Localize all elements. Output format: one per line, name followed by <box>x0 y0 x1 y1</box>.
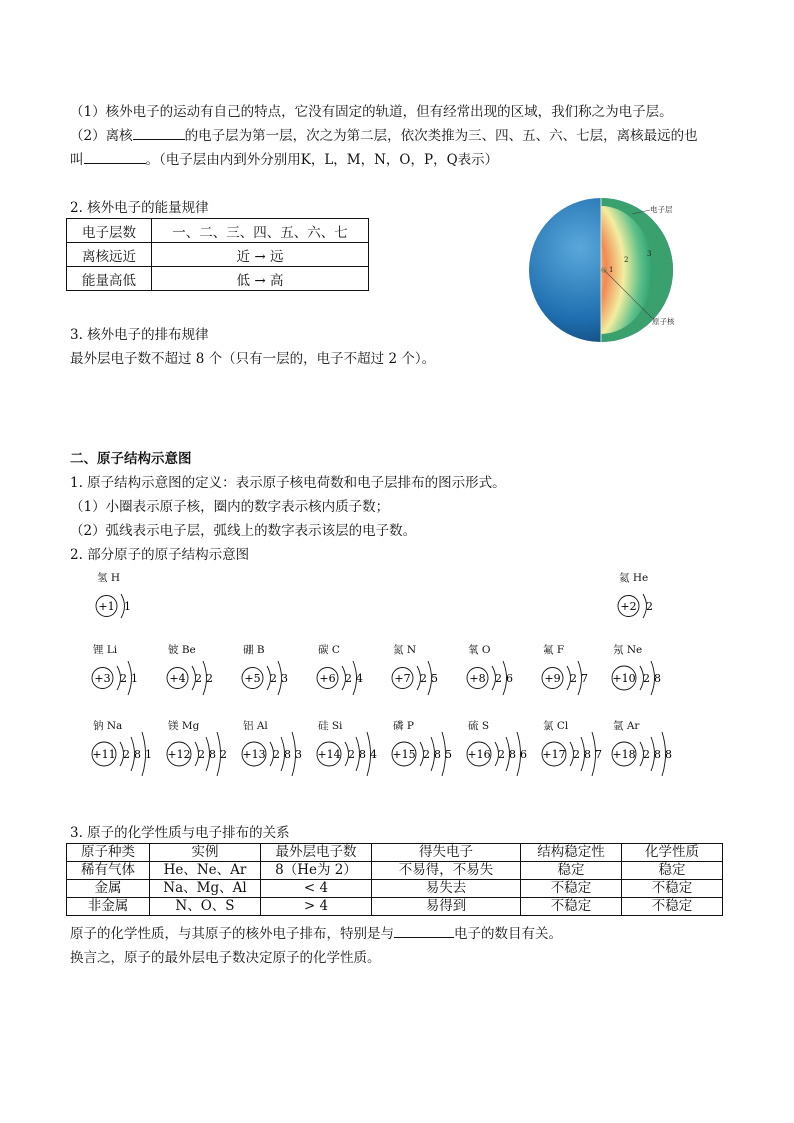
shell-electron-count: 2 <box>220 748 227 761</box>
table-row <box>67 862 723 880</box>
atom-label: 硼 B <box>243 644 265 656</box>
atom-label: 氮 N <box>393 644 417 656</box>
table-cell: He、Ne、Ar <box>150 862 261 880</box>
table-cell: > 4 <box>261 898 372 916</box>
shell-electron-count: 4 <box>370 748 377 761</box>
chem-relation-text <box>70 922 562 942</box>
section-heading-diagram: 二、原子结构示意图 <box>70 451 192 467</box>
label-nucleus: 原子核 <box>652 317 675 326</box>
shell-electron-count: 2 <box>643 672 650 685</box>
shell-electron-count: 5 <box>445 748 452 761</box>
shell-electron-count: 2 <box>345 672 352 685</box>
table-header: 结构稳定性 <box>521 844 622 862</box>
nucleus-charge: +6 <box>319 672 336 685</box>
table-header-row <box>67 844 723 862</box>
shell-electron-count: 4 <box>356 672 363 685</box>
shell-electron-count: 3 <box>295 748 302 761</box>
diagram-subheading: 2. 部分原子的原子结构示意图 <box>70 547 250 563</box>
nucleus-charge: +9 <box>544 672 561 685</box>
atom-label: 磷 P <box>393 720 414 732</box>
nucleus-charge: +4 <box>169 672 186 685</box>
table-cell: 8（He为 2） <box>261 862 372 880</box>
shell-electron-count: 2 <box>206 672 213 685</box>
shell-electron-count: 8 <box>359 748 366 761</box>
atom-structure-diagram <box>90 654 174 714</box>
table-row <box>67 898 723 916</box>
atom-label: 铝 Al <box>243 720 268 732</box>
energy-table <box>66 218 369 291</box>
nucleus-charge: +1 <box>98 600 115 613</box>
atom-structure-diagram <box>616 582 700 642</box>
nucleus-charge: +17 <box>542 748 566 761</box>
table-cell: 低 → 高 <box>152 267 369 291</box>
nucleus-charge: +11 <box>92 748 116 761</box>
table-cell: 稳定 <box>622 862 723 880</box>
atom-structure-diagram <box>465 654 549 714</box>
nucleus-charge: +10 <box>612 672 636 685</box>
shell-electron-count: 2 <box>495 672 502 685</box>
nucleus-charge: +8 <box>469 672 486 685</box>
table-cell: 不易得，不易失 <box>372 862 521 880</box>
atom-shell-illustration <box>524 196 684 342</box>
shell-electron-count: 8 <box>134 748 141 761</box>
table-cell: 非金属 <box>67 898 150 916</box>
atom-label: 硅 Si <box>318 720 343 732</box>
shell-electron-count: 2 <box>273 748 280 761</box>
label-electron-shell: 电子层 <box>650 205 673 214</box>
atom-label: 氢 H <box>97 572 120 584</box>
atom-label: 氖 Ne <box>613 644 643 656</box>
nucleus-charge: +15 <box>392 748 416 761</box>
table-cell: < 4 <box>261 880 372 898</box>
shell-electron-count: 2 <box>498 748 505 761</box>
shell-electron-count: 2 <box>643 748 650 761</box>
shell-electron-count: 2 <box>420 672 427 685</box>
table-cell: 稀有气体 <box>67 862 150 880</box>
table-header: 得失电子 <box>372 844 521 862</box>
table-header: 化学性质 <box>622 844 723 862</box>
table-cell: 不稳定 <box>622 898 723 916</box>
shell-electron-count: 7 <box>581 672 588 685</box>
table-row <box>67 243 369 267</box>
shell-electron-count: 2 <box>573 748 580 761</box>
table-cell: 易得到 <box>372 898 521 916</box>
text: （2）离核 <box>70 128 133 144</box>
atom-structure-diagram <box>610 654 694 714</box>
atom-structure-diagram <box>315 730 399 790</box>
atom-structure-diagram <box>165 730 249 790</box>
atom-structure-diagram <box>390 730 474 790</box>
shell-number: 2 <box>624 256 629 264</box>
chemical-property-table <box>66 843 723 916</box>
shell-electron-count: 8 <box>209 748 216 761</box>
shell-electron-count: 8 <box>584 748 591 761</box>
atom-structure-diagram <box>165 654 249 714</box>
chem-conclusion: 换言之，原子的最外层电子数决定原子的化学性质。 <box>70 950 381 966</box>
table-header: 实例 <box>150 844 261 862</box>
shell-electron-count: 1 <box>145 748 152 761</box>
atom-structure-diagram <box>315 654 399 714</box>
table-cell: 近 → 远 <box>152 243 369 267</box>
atom-label: 镁 Mg <box>168 720 200 732</box>
atom-label: 氯 Cl <box>543 720 569 732</box>
nucleus-charge: +12 <box>167 748 191 761</box>
table-cell: 不稳定 <box>521 880 622 898</box>
table-row <box>67 267 369 291</box>
table-header: 最外层电子数 <box>261 844 372 862</box>
shell-electron-count: 8 <box>434 748 441 761</box>
arrangement-rule: 最外层电子数不超过 8 个（只有一层的，电子不超过 2 个）。 <box>70 351 436 367</box>
shell-electron-count: 8 <box>665 748 672 761</box>
paragraph-electron-shell: （1）核外电子的运动有自己的特点，它没有固定的轨道，但有经常出现的区域，我们称之为电子层。 <box>70 104 673 120</box>
shell-electron-count: 2 <box>270 672 277 685</box>
text: 的电子层为第一层，次之为第二层，依次类推为三、四、五、六、七层，离核最远的也 <box>184 128 698 144</box>
shell-electron-count: 2 <box>120 672 127 685</box>
paragraph-shell-names <box>70 148 498 168</box>
atom-structure-diagram <box>94 582 178 642</box>
diagram-point-2: （2）弧线表示电子层，弧线上的数字表示该层的电子数。 <box>70 523 417 539</box>
fill-blank-3[interactable] <box>394 923 454 938</box>
table-cell: N、O、S <box>150 898 261 916</box>
nucleus-charge: +13 <box>242 748 266 761</box>
table-cell: 易失去 <box>372 880 521 898</box>
shell-electron-count: 6 <box>520 748 527 761</box>
shell-electron-count: 2 <box>570 672 577 685</box>
atom-label: 铍 Be <box>168 644 196 656</box>
atom-structure-diagram <box>90 730 174 790</box>
nucleus-charge: +7 <box>394 672 411 685</box>
atom-structure-diagram <box>390 654 474 714</box>
text: 电子的数目有关。 <box>454 926 562 942</box>
fill-blank-1[interactable] <box>133 125 185 140</box>
atom-label: 氟 F <box>543 644 565 656</box>
shell-electron-count: 8 <box>654 748 661 761</box>
nucleus-charge: +2 <box>620 600 637 613</box>
shell-electron-count: 2 <box>198 748 205 761</box>
nucleus-charge: +14 <box>317 748 341 761</box>
shell-electron-count: 2 <box>423 748 430 761</box>
nucleus-charge: +5 <box>244 672 261 685</box>
diagram-definition: 1. 原子结构示意图的定义：表示原子核电荷数和电子层排布的图示形式。 <box>70 475 506 491</box>
shell-number: 1 <box>609 266 614 274</box>
heading-arrangement: 3. 核外电子的排布规律 <box>70 327 209 343</box>
shell-electron-count: 2 <box>646 600 653 613</box>
shell-electron-count: 8 <box>654 672 661 685</box>
fill-blank-2[interactable] <box>84 149 146 164</box>
nucleus-charge: +3 <box>94 672 111 685</box>
shell-electron-count: 2 <box>123 748 130 761</box>
atom-structure-diagram <box>610 730 694 790</box>
shell-electron-count: 2 <box>195 672 202 685</box>
nucleus-charge: +18 <box>612 748 636 761</box>
nucleus-charge: +16 <box>467 748 491 761</box>
table-row <box>67 880 723 898</box>
shell-electron-count: 5 <box>431 672 438 685</box>
table-cell: 能量高低 <box>67 267 152 291</box>
table-row <box>67 219 369 243</box>
shell-electron-count: 7 <box>595 748 602 761</box>
shell-number: 3 <box>647 250 652 258</box>
atom-label: 锂 Li <box>93 644 118 656</box>
shell-electron-count: 1 <box>124 600 131 613</box>
text: 叫 <box>70 152 84 168</box>
paragraph-shell-order <box>70 124 698 144</box>
shell-electron-count: 2 <box>348 748 355 761</box>
table-cell: 金属 <box>67 880 150 898</box>
shell-electron-count: 1 <box>131 672 138 685</box>
table-header: 原子种类 <box>67 844 150 862</box>
text: 。（电子层由内到外分别用K，L，M，N，O，P，Q表示） <box>145 152 499 168</box>
heading-energy: 2. 核外电子的能量规律 <box>70 200 209 216</box>
heading-chemical-property: 3. 原子的化学性质与电子排布的关系 <box>70 825 290 841</box>
atom-label: 氩 Ar <box>613 720 640 732</box>
atom-label: 氧 O <box>468 644 491 656</box>
shell-electron-count: 8 <box>509 748 516 761</box>
table-cell: 不稳定 <box>622 880 723 898</box>
text: 原子的化学性质，与其原子的核外电子排布，特别是与 <box>70 926 394 942</box>
atom-label: 氦 He <box>619 572 649 584</box>
atom-label: 碳 C <box>318 644 340 656</box>
atom-structure-diagram <box>240 654 324 714</box>
table-cell: 离核远近 <box>67 243 152 267</box>
table-cell: Na、Mg、Al <box>150 880 261 898</box>
atom-structure-diagram <box>240 730 324 790</box>
table-cell: 不稳定 <box>521 898 622 916</box>
shell-electron-count: 3 <box>281 672 288 685</box>
table-cell: 稳定 <box>521 862 622 880</box>
table-cell: 电子层数 <box>67 219 152 243</box>
atom-label: 硫 S <box>468 720 490 732</box>
atom-label: 钠 Na <box>93 720 123 732</box>
table-cell: 一、二、三、四、五、六、七 <box>152 219 369 243</box>
shell-electron-count: 6 <box>506 672 513 685</box>
shell-electron-count: 8 <box>284 748 291 761</box>
atom-structure-diagram <box>465 730 549 790</box>
diagram-point-1: （1）小圈表示原子核，圈内的数字表示核内质子数； <box>70 499 390 515</box>
